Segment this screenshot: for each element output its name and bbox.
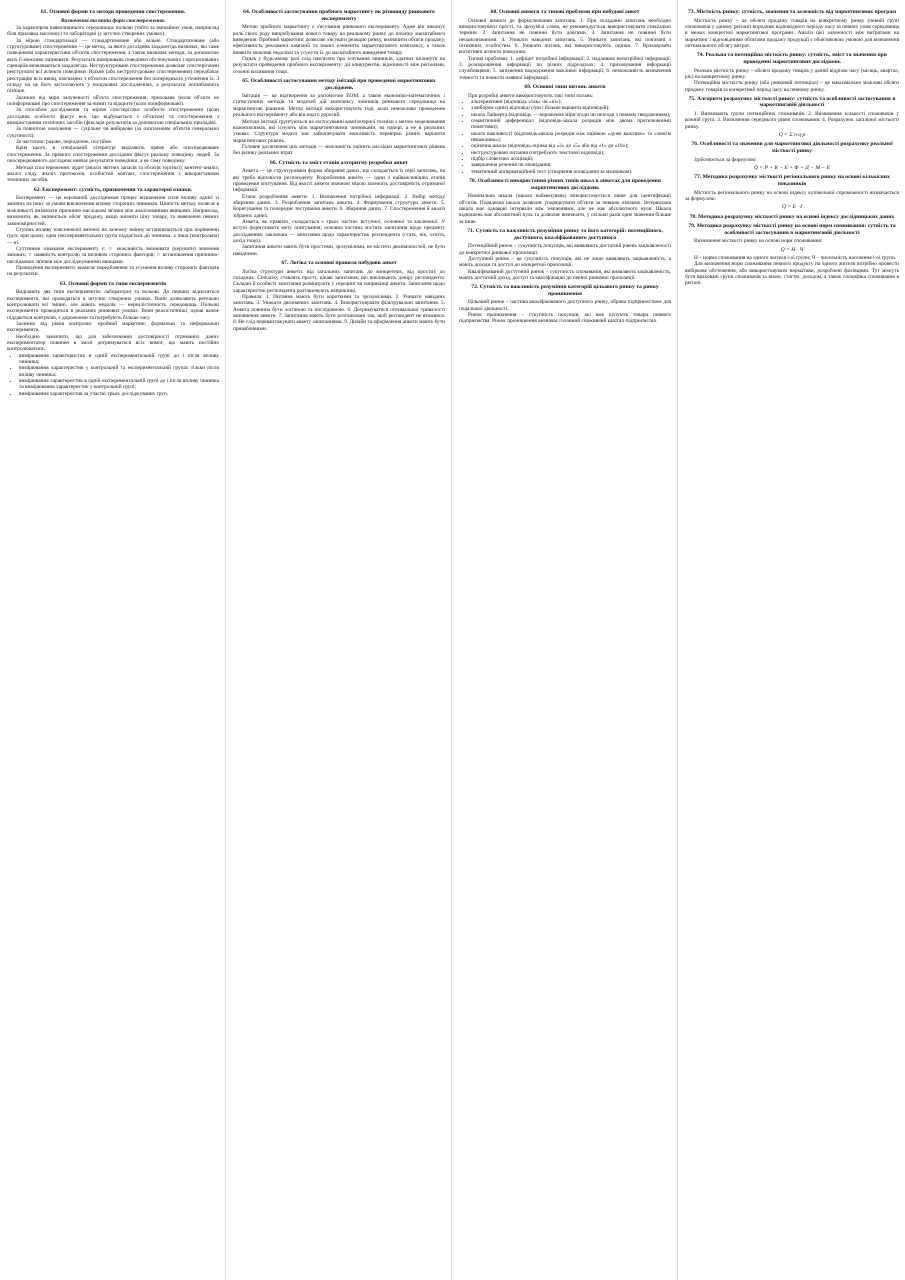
list-item: • тематичний апперцепційний тест (створення оповідання за малюнком). — [471, 169, 671, 175]
paragraph: Ринок проникнення – сукупність покупців, які вже купують товари певного підприємства. Ринок проникнення визначає головний споживчий капітал підприємства. — [459, 312, 671, 325]
section-73-title: 73. Місткість ринку: сутність, значення та залежність від маркетингових програм — [687, 9, 897, 15]
paragraph: Крім цього, в спеціальній літературі виділяють пряме або опосередковане спостереження. За прямого спостереження дослідник фіксує реальну поведінку людей. За опосередкованого дослідник вивчає результати поведінки, а не саму поведінку. — [7, 145, 219, 165]
section-66-title: 66. Сутність та зміст етапів алгоритму розробки анкет — [270, 159, 408, 166]
paragraph: При розробці анкети використовують такі типи питань: — [468, 92, 594, 99]
paragraph: Місткість ринку – це обсяги продажу товарів на конкретному ринку (певній групі споживачів у даному регіоні) впродовж відповідного періоду часу за певних умов середовища в межах конкретної маркетингової програми. Аналіз цієї залежності між витратами на маркетинг і відповідними обсягами продажу продукції є обов'язковою умовою для визначення оптимального обсягу витрат. — [685, 17, 899, 49]
paragraph: Цільовий ринок – частина кваліфікованого доступного ринку, обрана підприємством для подальшої діяльності. — [459, 299, 671, 312]
list-item: • шкала Лайкерта (відповідь — вираження міри згоди чи незгоди з певним твердженням); — [471, 112, 671, 118]
bullet-list — [7, 353, 219, 397]
section-77-title: 77. Методика розрахунку місткості регіонального ринку на основі кількісних показників — [694, 174, 890, 187]
paragraph: Імітація — це відтворення за допомогою ЕОМ, а також економіко-математичних і статистичних методів та моделей дій комплексу чинників ринкового середовища на маркетингові рішення. Метод імітації використовують тоді, коли неможливо проведення реального експерименту або він надто дорогий. — [233, 93, 445, 119]
paragraph: Методи імітації ґрунтуються на застосуванні комп'ютерної техніки з метою моделювання взаємозв'язків, які існують між маркетинговими чинниками, на папері, а не в реальних умовах. Структура моделі має забезпечувати можливість перевірки різних варіантів маркетингових рішень. — [233, 118, 445, 144]
paragraph: Н – норма споживання на одного жителя і-ої групи; Ч – чисельність населення і-ої групи. — [694, 255, 897, 261]
section-79-title: 79. Методика розрахунку місткості ринку на основі норм споживання: сутність та особливості застосування в маркетинговій діяльності — [688, 223, 896, 236]
formula: Q = Н · Ч — [780, 246, 804, 253]
paragraph: 1. Визначають групи потенційних споживачів. 2. Визначення кількості споживачів у кожній групі. 3. Визначення середнього рівня споживання. 4. Розрахунок загальної місткості ринку. — [685, 111, 899, 130]
paragraph: Етапи розроблення анкети: 1. Визначення потрібної інформації. 2. Вибір методу збирання даних. 3. Розроблення запитань анкети. 4. Формування структури анкети. 5. Коригування та попереднє тестування анкети. 6. Збирання даних. 7. Спостереження й аналіз зібраних даних. — [233, 193, 445, 219]
paragraph: Виділяють два типи експериментів: лабораторні та польові. До перших відносяться експерименти, які проводяться в штучно створених умовах. Вони дозволяють ретельно контролювати всі змінні, але мають недолік — нереалістичність середовища. Польові експерименти проводяться в реальних ринкових умовах. Вони реалістичніші, однак важче піддаються контролю, є дорожчими та потребують більше часу. — [7, 289, 219, 321]
column-1 — [0, 0, 226, 1280]
list-item: • завершення речення чи оповідання; — [471, 162, 671, 168]
list-item: • підбір словесних асоціацій; — [471, 156, 671, 162]
section-63-title: 63. Основні форми та типи експериментів — [59, 280, 167, 287]
paragraph: Кваліфікований доступний ринок – сукупність споживачів, які виявляють зацікавленість, мають достатній дохід, доступ та кваліфікацію до певної ринкової пропозиції. — [459, 268, 671, 281]
list-item: • вимірювання характеристик за участю трьох досліджуваних груп. — [19, 391, 219, 397]
paragraph: Потенційна місткість ринку (або ринковий потенціал) – це максимально можливі обсяги продажу товарів за конкретний період часу на певному ринку. — [685, 80, 899, 93]
paragraph: Номінальна шкала (шкала найменувань) використовується лише для ідентифікації об'єктів. Порядкова шкала дозволяє упорядкувати об'єкти за певною ознакою. Інтервальна шкала має однакові інтервали між значеннями, але не має абсолютного нуля. Шкала відношень має абсолютний нуль та дозволяє визначати, у скільки разів одне значення більше за інше. — [459, 193, 671, 225]
section-67-title: 67. Логіка та основні правила побудови анкет — [281, 259, 397, 266]
column-4 — [678, 0, 905, 1280]
section-68-title: 68. Основні вимоги та типові проблеми при побудові анкет — [490, 9, 640, 15]
section-61-title: 61. Основні форми та методи проведення спостереження. — [40, 9, 186, 15]
list-item: • вимірювання характеристик в одній експериментальній групі до і після впливу чинника та вимірювання характеристик у контрольній групі; — [19, 378, 219, 391]
section-69-title: 69. Основні типи питань анкети — [524, 84, 606, 91]
paragraph: Залежно від рівня контролю: пробний маркетинг, формальні та неформальні експерименти. — [7, 320, 219, 334]
paragraph: Проведення експерименту вимагає передбачення та усунення впливу сторонніх факторів на результати. — [7, 264, 219, 278]
paragraph: Здійснюється за формулою: — [694, 156, 757, 163]
section-72-title: 72. Сутність та важливість розуміння категорій цільового ринку та ринку проникнення — [471, 284, 659, 297]
paragraph: Логіка структури анкети: від загальних запитань до конкретних, від простих до складних. Спочатку ставлять прості, цікаві запитання, що викликають довіру респондента. Складні й особисті запитання розміщують у середині чи наприкінці анкети. Запитання щодо характеристик респондента розташовують наприкінці. — [233, 268, 445, 294]
paragraph: Головне досягнення цих методів — можливість оцінити наслідки маркетингових рішень без ризику реальних втрат. — [233, 143, 445, 157]
section-65-title: 65. Особливості застосування методу імітації при проведенні маркетингових досліджень — [242, 77, 436, 91]
section-64-title: 64. Особливості застосування пробного маркетингу як різновиду ринкового експерименту — [243, 9, 435, 22]
section-70-title: 70. Особливості використання різних типів шкал в анкетах для проведення маркетингових досліджень — [469, 178, 661, 191]
list-item: • з вибором однієї відповіді (три і більше варіанти відповідей); — [471, 105, 671, 111]
paragraph: Запитання анкети мають бути простими, зрозумілими, не містити двозначностей, не бути навідними. — [233, 244, 445, 257]
section-62-title: 62. Експеримент: сутність, призначення та характерні ознаки. — [33, 186, 193, 193]
paragraph: Метою пробного маркетингу є з'ясування ринкового експерименту. Адже він виконує роль свого роду випробування нового товару на реальному ринку до початку масштабного виведення. Пробний маркетинг дозволяє з'ясувати реакцію ринку, визначити обсяги продажу, ефективність рекламної кампанії та інших елементів маркетингового комплексу, а також виявити можливі недоліки та усунути їх до масштабного виведення товару. — [233, 24, 445, 56]
paragraph: Залежно від міри залученості об'єкта спостереження: приховане (коли об'єкти не поінформовані про спостереження за ними) та відкрите (коли поінформовані). — [7, 94, 219, 108]
paragraph: Ступінь впливу пояснюючої змінної на залежну змінну встановлюється при порівнянні груп; при цьому одна (експериментальна) група піддається дії чинника, а інша (контрольна) — ні. — [7, 226, 219, 246]
paragraph: Основні вимоги до формулювання запитань: 1. При складанні запитань необхідно використовувати прості, та зрозумілі слова, не рекомендується використовувати спеціальні терміни. 2. Запитання не повинні бути довгими. 3. Запитання не повинні бути неоднозначними. 4. Уникати навідних запитань. 5. Уникати запитань, які пов'язані з інтимним, особистим. 6. Уникати питань, які використовують оцінки. 7. Враховувати когнітивні аспекти поведінки. — [459, 17, 671, 56]
paragraph: За повнотою охоплення — суцільне чи вибіркове (за охопленням об'єктів генеральної сукупності). — [7, 126, 219, 139]
paragraph: Необхідно зазначити, що для забезпечення достовірності отриманих даних експериментатор повинен в змозі дотримуватися всіх вимог, що мають постійно контролюватися. — [7, 333, 219, 353]
section-61-subtitle: Визначення та типи форм спостереження. — [60, 17, 166, 24]
paragraph: Місткість регіонального ринку на основі індексу купівельної спроможності визначається за формулою: — [685, 189, 899, 202]
paragraph: Експеримент — це керований дослідником процес визначення сили впливу однієї зі змінних на іншу за умови виключення впливу сторонніх чинників. Цінність методу полягає в можливості визначати причинно-наслідкові зв'язки між аналізованими явищами. Наприклад, визначити, як змінюється обсяг продажу, якщо знизити ціну товару, та виявлення певних закономірностей. — [7, 195, 219, 227]
section-76-title: 76. Особливості та значення для маркетингової діяльності розрахунку реальної місткості ринку — [691, 141, 893, 155]
paragraph: Потенційний ринок – сукупність покупців, які виявляють достатній рівень зацікавленості до конкретної ринкової пропозиції. — [459, 243, 671, 256]
list-item: • вимірювання характеристик в одній експериментальній групі до і після впливу чинника; — [19, 353, 219, 366]
list-item: • шкала важливості (відповідь-шкала розрядів між оцінкою «дуже важливо» та «зовсім неважливо»); — [471, 131, 671, 144]
section-71-title: 71. Сутність та важливість розуміння ринку та його категорій: потенційного, доступного, кваліфікованого доступного — [467, 228, 663, 241]
section-74-title: 74. Реальна та потенційна місткість ринку: сутність, зміст та значення при проведенні маркетингових досліджень — [696, 52, 888, 65]
paragraph: За мірою стандартизації — стандартизоване або вільне. Стандартизоване (або структуроване) спостереження — це метод, за якого дослідник заздалегідь визначає, які саме поведінкові характеристики об'єктів спостереження, а також визначає методи, за допомогою яких її можливо оцінювати. Результати вимірювань поведінки обстежуваних і прогнозованих сценаріїв визначаються заздалегідь. Неструктуроване спостереження дозволяє спостерігачеві реєструвати всі аспекти поведінки. Вільне (або неструктуроване спостереження) передбачає реєстрацію всіх явищ, пов'язаних з об'єктом спостереження без попереднього уточнення їх. З огляду на це його застосовують у пошукових дослідженнях, а результати поглиблюють пізніше. — [7, 37, 219, 95]
list-item: • альтернативні (відповідь «так» чи «ні»); — [471, 99, 671, 105]
paragraph: За частотою: разове, періодичне, постійне. — [16, 139, 113, 146]
list-item: • оціночна шкала (відповідь-оцінка від «2» до «5» або від «1» до «10»); — [471, 143, 671, 149]
formula: Q = E · I — [781, 204, 803, 211]
paragraph: Типові проблеми: 1. дефіцит потрібної інформації; 2. надлишок непотрібної інформації; 3. розпорошення інформації по різних підрозділах; 4. приховування інформації службовцями; 5. запізнення надходження важливої інформації; 6. неможливість визначення точності та повноти наявної інформації. — [459, 55, 671, 81]
formula: Q = P + R − E + Φ + Д − М − Е — [753, 164, 831, 171]
section-78-title: 78. Методика розрахунку місткості ринку на основі індексу дослідницьких даних — [689, 213, 895, 220]
paragraph: Правила: 1. Питання мають бути короткими та зрозумілими. 2. Уникати навідних запитань. 3. Уникати двозначних запитань. 4. Використовувати фільтрувальні запитання. 5. Анкета повинна бути логічною та послідовною. 6. Дотримуватися оптимальної тривалості заповнення анкети. 7. Запитання мають бути розташовані так, щоб респондент не втомився. 8. Не слід перевантажувати анкету запитаннями. 9. Дизайн та оформлення анкети мають бути привабливими. — [233, 293, 445, 332]
paragraph: Анкета — це структурована форма збирання даних, що складається із серії запитань, на які треба відповісти респонденту. Розроблення анкети — один з найважливіших етапів проведення опитування. Від якості анкети значною мірою залежить достовірність отриманої інформації. — [233, 168, 445, 194]
paragraph: За способом дослідження та мірою спостерігача: особисте спостереження (коли дослідник особисто фіксує все, що відбувається з об'єктом) та спостереження з використанням технічних засобів (фіксація результатів за допомогою спеціальних приладів). — [7, 107, 219, 127]
column-3 — [452, 0, 678, 1280]
list-item: • семантичний диференціал (відповідь-шкала розрядів між двома протилежними поняттями); — [471, 118, 671, 131]
list-item: • неструктуровані питання (потребують текстової відповіді); — [471, 150, 671, 156]
paragraph: Доступний ринок – це сукупність покупців, які не лише виявляють зацікавленість, а мають доходи та доступ до конкретної пропозиції. — [459, 255, 671, 269]
paragraph: Суттєвими ознаками експерименту є: ○ можливість змінювати (керувати) значення змінних; ○ наявність контролю за впливом сторонніх факторів; ○ встановлення причинно-наслідкових зв'язків між досліджуваними явищами. — [7, 245, 219, 265]
paragraph: Методи спостереження: аудит (аналіз звітних запасів та обсягів торгівлі), контент-аналіз, аналіз сліду, аналіз протоколів, особистий контакт, спостереження з використанням технічних засобів. — [7, 164, 219, 184]
list-item: • вимірювання характеристик у контрольній та експериментальній групах тільки після впливу чинника; — [19, 365, 219, 378]
bullet-list — [459, 99, 671, 175]
paragraph: Для визначення норм споживання певного продукту на одного жителя потрібно провести вибіркове обстеження, або використовувати нормативи, розроблені фахівцями. Тут можуть бути враховані групи споживачів за віком, статтю, доходом, а також специфіка споживання в регіоні. — [685, 261, 899, 287]
column-2 — [226, 0, 452, 1280]
formula: Q = Σ n·q·p — [778, 132, 806, 139]
paragraph: За характером навколишнього середовища: польові (тобто за звичайних умов, наприклад біля прилавка магазину) та лабораторні (у штучно створених умовах). — [7, 24, 219, 38]
section-75-title: 75. Алгоритм розрахунку місткості ринку: сутність та особливості застосування в маркетинговій діяльності — [688, 95, 896, 109]
paragraph: Реальна місткість ринку – обсяги продажу товарів у даний відрізок часу (місяць, квартал, рік) на конкретному ринку. — [685, 67, 899, 80]
paragraph: Визначення місткості ринку на основі норм споживання: — [694, 238, 823, 245]
paragraph: Анкета, як правило, складається з трьох частин: вступної, основної та заключної. У вступі формулюють мету опитування; основна частина містить запитання щодо предмету дослідження; заключна — запитання щодо характеристик респондента (стать, вік, освіта, дохід тощо). — [233, 218, 445, 244]
paragraph: Однак у будь-якому разі слід пам'ятати про існування чинників, здатних вплинути на результати проведення пробного експерименту: дії конкурентів, відмінності між регіонами, сезонні коливання тощо. — [233, 55, 445, 75]
